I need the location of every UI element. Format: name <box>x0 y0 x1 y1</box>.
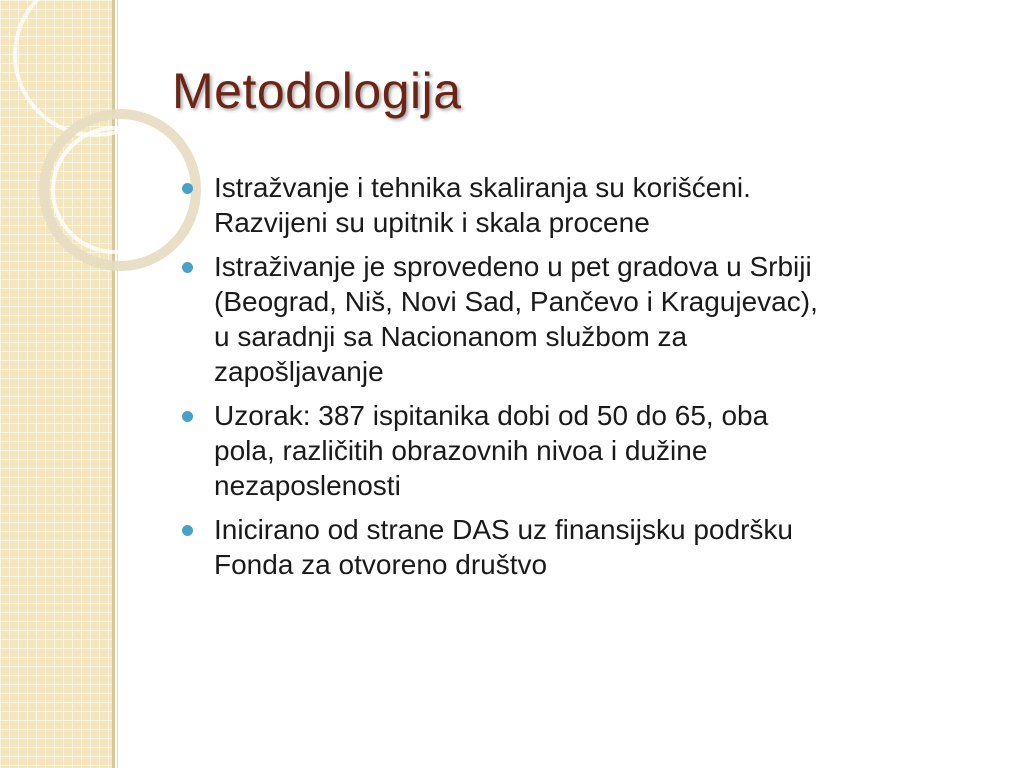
decorative-ring-outer <box>44 114 196 266</box>
decorative-ring-inner <box>53 128 177 252</box>
bullet-marker-icon <box>182 525 193 536</box>
bullet-line: Uzorak: 387 ispitanika dobi od 50 do 65, oba <box>214 400 769 431</box>
bullet-line: nezaposlenosti <box>214 470 401 501</box>
bullet-item <box>182 170 982 240</box>
bullet-line: Inicirano od strane DAS uz finansijsku podršku <box>214 514 793 545</box>
bullet-item <box>182 512 982 582</box>
bullet-line: Razvijeni su upitnik i skala procene <box>214 207 650 238</box>
bullet-marker-icon <box>182 411 193 422</box>
bullet-line: (Beograd, Niš, Novi Sad, Pančevo i Kragujevac), <box>214 286 818 317</box>
bullet-item <box>182 249 982 389</box>
bullet-line: Istražvanje i tehnika skaliranja su korišćeni. <box>214 172 751 203</box>
slide-title: Metodologija <box>172 63 462 119</box>
bullet-line: u saradnji sa Nacionanom službom za <box>214 321 688 352</box>
bullet-marker-icon <box>182 183 193 194</box>
bullet-line: zapošljavanje <box>214 356 384 387</box>
bullet-line: Fonda za otvoreno društvo <box>214 549 548 580</box>
bullet-line: Istraživanje je sprovedeno u pet gradova u Srbiji <box>214 251 812 282</box>
bullet-line: pola, različitih obrazovnih nivoa i dužine <box>214 435 708 466</box>
bullet-marker-icon <box>182 262 193 273</box>
bullet-item <box>182 398 982 503</box>
bullet-list <box>182 170 982 591</box>
